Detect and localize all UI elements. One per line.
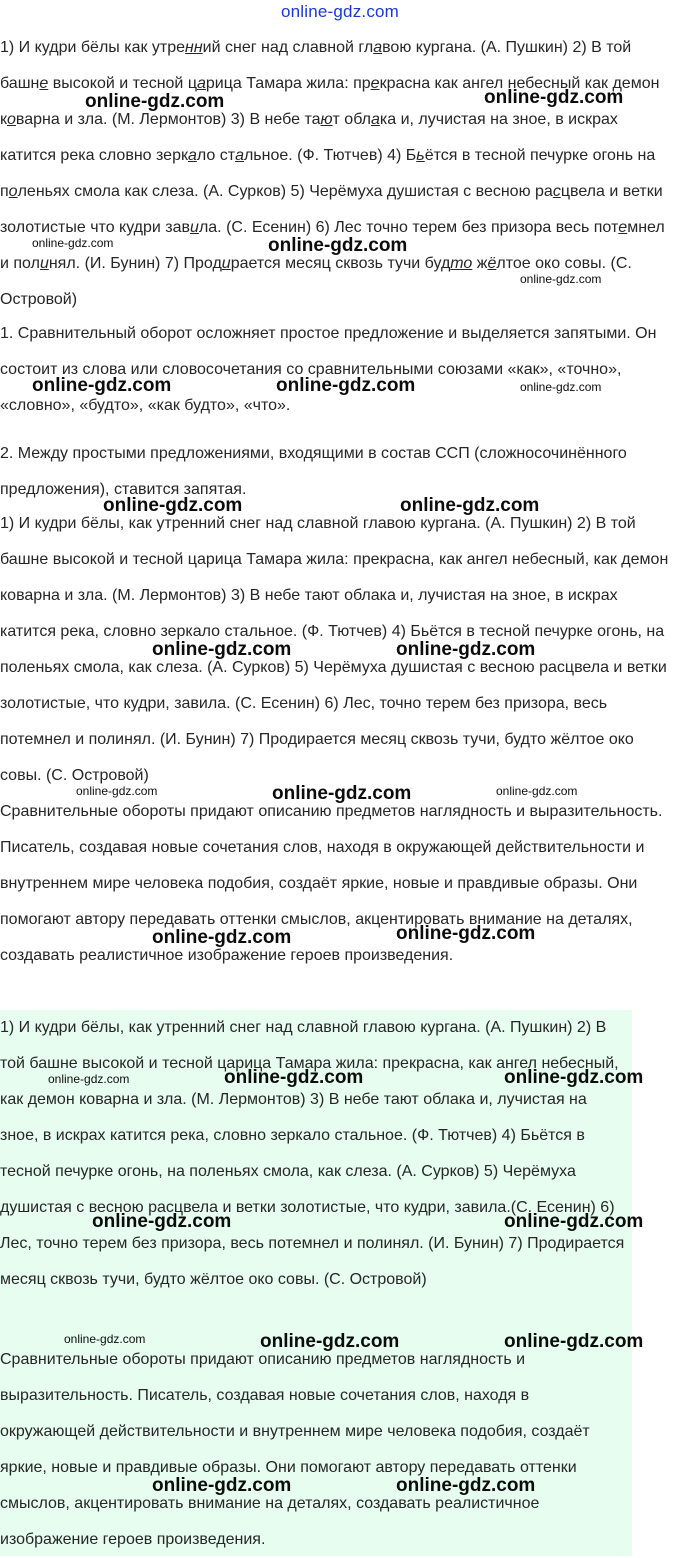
marked-segment: рица Тамара жила: пр bbox=[205, 75, 371, 92]
marked-segment: льное. (Ф. Тютчев) 4) Б bbox=[243, 147, 417, 164]
marked-segment: ка и, лучистая на зное, в искрах катится река словно зерк bbox=[0, 111, 618, 164]
watermark: online-gdz.com bbox=[272, 783, 412, 804]
marked-letter: ю bbox=[320, 111, 333, 128]
marked-segment: цвела и ветки золотистые что кудри зав bbox=[0, 183, 663, 236]
answer-conclusion bbox=[0, 1342, 628, 1558]
watermark: online-gdz.com bbox=[103, 495, 243, 516]
conclusion bbox=[0, 794, 680, 974]
site-header-link[interactable]: online-gdz.com bbox=[280, 2, 400, 21]
watermark: online-gdz.com bbox=[484, 87, 624, 108]
marked-letter: нн bbox=[185, 39, 203, 56]
marked-letter: а bbox=[235, 147, 244, 164]
watermark: online-gdz.com bbox=[152, 927, 292, 948]
marked-letter: и bbox=[39, 255, 49, 272]
marked-letter: е bbox=[370, 75, 380, 92]
watermark: online-gdz.com bbox=[152, 1475, 292, 1496]
marked-segment: мнел и пол bbox=[0, 219, 665, 272]
marked-letter: то bbox=[450, 255, 473, 272]
marked-letter: и bbox=[190, 219, 199, 236]
rule-1-text: 1. Сравнительный оборот осложняет простое предложение и выделяется запятыми. Он состоит из слова или словосочетания со сравнительными союзами «как», «точно», «словно», «будто», «как будто», «что». bbox=[0, 325, 657, 414]
marked-segment: красна как ангел небесный как демон к bbox=[0, 75, 660, 128]
answer-conclusion-text: Сравнительные обороты придают описанию предметов наглядность и выразительность. Писатель, создавая новые сочетания слов, находя в окружающей действительности и внутреннем мире человека подобия, создаёт яркие, новые и правдивые образы. Они помогают автору передавать оттенки смыслов, акцентировать внимание на деталях, создавать реалистичное изображение героев произведения. bbox=[0, 1351, 590, 1548]
watermark: online-gdz.com bbox=[276, 375, 416, 396]
marked-letter: а bbox=[187, 147, 197, 164]
watermark: online-gdz.com bbox=[520, 380, 602, 394]
marked-segment: рается месяц сквозь тучи буд bbox=[230, 255, 451, 272]
marked-letter: ё bbox=[487, 255, 497, 272]
marked-segment: 1) И кудри бёлы как утре bbox=[0, 39, 186, 56]
watermark: online-gdz.com bbox=[152, 639, 292, 660]
watermark: online-gdz.com bbox=[396, 1475, 536, 1496]
marked-segment: ий снег над славной гл bbox=[202, 39, 374, 56]
marked-segment: лтое око совы. (С. Островой) bbox=[0, 255, 632, 308]
corrected-sentences bbox=[0, 506, 680, 794]
watermark: online-gdz.com bbox=[496, 784, 578, 798]
rule-1 bbox=[0, 316, 680, 424]
marked-letter: а bbox=[373, 39, 383, 56]
marked-letter: о bbox=[8, 183, 18, 200]
watermark: online-gdz.com bbox=[520, 272, 602, 286]
watermark: online-gdz.com bbox=[268, 235, 408, 256]
corrected-text: 1) И кудри бёлы, как утренний снег над славной главою кургана. (А. Пушкин) 2) В той башне высокой и тесной царица Тамара жила: прекрасна, как ангел небесный, как демон коварна и зла. (М. Лермонтов) 3) В небе тают облака и, лучистая на зное, в искрах катится река, словно зеркало стальное. (Ф. Тютчев) 4) Бьётся в тесной печурке огонь, на поленьях смола, как слеза. (А. Сурков) 5) Черёмуха душистая с весною расцвела и ветки золотистые, что кудри, завила. (С. Есенин) 6) Лес, точно терем без призора, весь потемнел и полинял. (И. Бунин) 7) Продирается месяц сквозь тучи, будто жёлтое око совы. (С. Островой) bbox=[0, 515, 669, 784]
watermark: online-gdz.com bbox=[396, 923, 536, 944]
marked-segment: ётся в тесной печурке огонь на п bbox=[0, 147, 656, 200]
watermark: online-gdz.com bbox=[85, 91, 225, 112]
answer-corrected bbox=[0, 1010, 628, 1298]
marked-segment: высокой и тесной ц bbox=[48, 75, 197, 92]
watermark: online-gdz.com bbox=[400, 495, 540, 516]
marked-letter: а bbox=[196, 75, 206, 92]
marked-letter: о bbox=[7, 111, 16, 128]
marked-segment: варна и зла. (М. Лермонтов) 3) В небе та bbox=[15, 111, 321, 128]
watermark: online-gdz.com bbox=[224, 1067, 364, 1088]
watermark: online-gdz.com bbox=[64, 1332, 146, 1346]
watermark: online-gdz.com bbox=[396, 639, 536, 660]
watermark: online-gdz.com bbox=[504, 1211, 644, 1232]
marked-letter: е bbox=[618, 219, 628, 236]
marked-segment: леньях смола как слеза. (А. Сурков) 5) Черёмуха душистая с весною ра bbox=[17, 183, 553, 200]
marked-letter: ь bbox=[416, 147, 425, 164]
marked-segment: т обл bbox=[332, 111, 371, 128]
marked-segment: нял. (И. Бунин) 7) Прод bbox=[48, 255, 222, 272]
marked-segment: ло ст bbox=[196, 147, 236, 164]
watermark: online-gdz.com bbox=[260, 1331, 400, 1352]
marked-segment: ж bbox=[472, 255, 488, 272]
marked-segment: ла. (С. Есенин) 6) Лес точно терем без призора весь пот bbox=[198, 219, 619, 236]
answer-corrected-text: 1) И кудри бёлы, как утренний снег над славной главою кургана. (А. Пушкин) 2) В той башне высокой и тесной царица Тамара жила: прекрасна, как ангел небесный, как демон коварна и зла. (М. Лермонтов) 3) В небе тают облака и, лучистая на зное, в искрах катится река, словно зеркало стальное. (Ф. Тютчев) 4) Бьётся в тесной печурке огонь, на поленьях смола, как слеза. (А. Сурков) 5) Черёмуха душистая с весною расцвела и ветки золотистые, что кудри, завила.(С. Есенин) 6) Лес, точно терем без призора, весь потемнел и полинял. (И. Бунин) 7) Продирается месяц сквозь тучи, будто жёлтое око совы. (С. Островой) bbox=[0, 1019, 625, 1288]
rule-2-text: 2. Между простыми предложениями, входящими в состав ССП (сложносочинённого предложения), ставится запятая. bbox=[0, 445, 627, 498]
watermark: online-gdz.com bbox=[92, 1211, 232, 1232]
conclusion-text: Сравнительные обороты придают описанию предметов наглядность и выразительность. Писатель, создавая новые сочетания слов, находя в окружающей действительности и внутреннем мире человека подобия, создаёт яркие, новые и правдивые образы. Они помогают автору передавать оттенки смыслов, акцентировать внимание на деталях, создавать реалистичное изображение героев произведения. bbox=[0, 803, 663, 964]
watermark: online-gdz.com bbox=[76, 784, 158, 798]
watermark: online-gdz.com bbox=[32, 236, 114, 250]
rule-2 bbox=[0, 436, 680, 508]
marked-letter: с bbox=[552, 183, 561, 200]
watermark: online-gdz.com bbox=[48, 1072, 130, 1086]
marked-letter: а bbox=[370, 111, 380, 128]
marked-segment: вою кургана. (А. Пушкин) 2) В той башн bbox=[0, 39, 632, 92]
watermark: online-gdz.com bbox=[504, 1331, 644, 1352]
marked-letter: е bbox=[39, 75, 49, 92]
watermark: online-gdz.com bbox=[32, 375, 172, 396]
watermark: online-gdz.com bbox=[504, 1067, 644, 1088]
marked-letter: и bbox=[221, 255, 231, 272]
